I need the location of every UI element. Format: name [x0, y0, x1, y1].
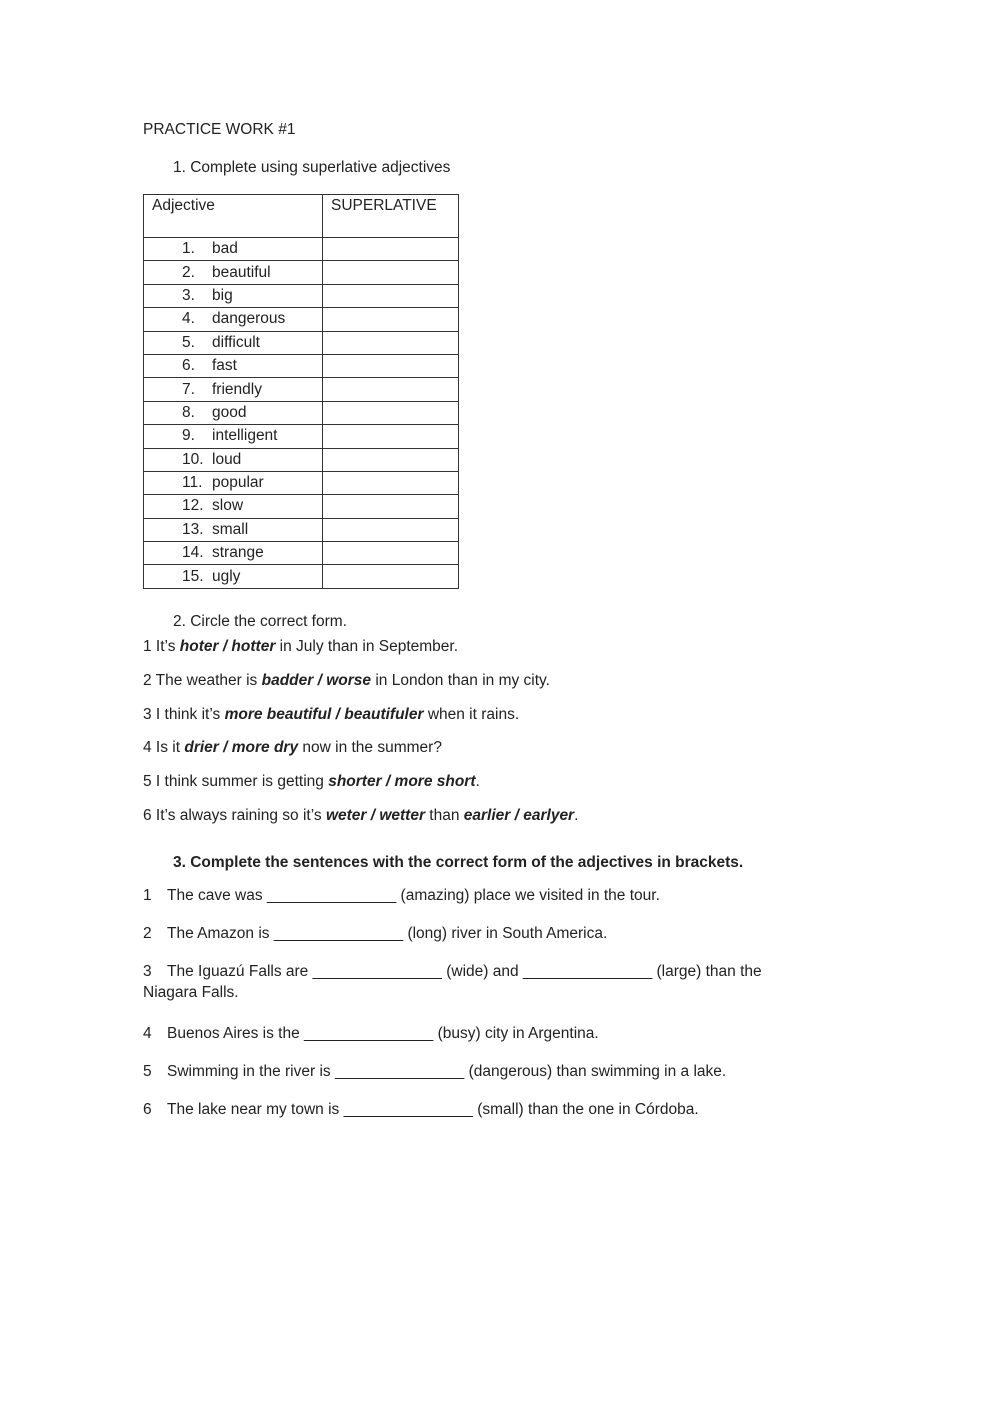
fill-sentence: [143, 963, 762, 1005]
superlative-answer-cell[interactable]: [323, 565, 459, 588]
row-number: 10.: [182, 450, 204, 468]
adjective-text: fast: [212, 357, 237, 375]
sentence-text: (long) river in South America.: [403, 925, 608, 942]
adjective-text: slow: [212, 497, 244, 515]
sentence-text: 5 I think summer is getting: [143, 773, 329, 790]
adjective-text: loud: [212, 450, 242, 468]
answer-blank[interactable]: _______________: [522, 963, 653, 980]
superlative-answer-cell[interactable]: [323, 261, 459, 284]
sentence-text: (amazing) place we visited in the tour.: [396, 887, 660, 904]
answer-blank[interactable]: _______________: [273, 925, 404, 942]
adjective-text: difficult: [212, 333, 260, 351]
row-number: 12.: [182, 497, 204, 515]
circle-sentence: [143, 638, 458, 656]
answer-blank[interactable]: _______________: [343, 1101, 473, 1118]
section1-heading: 1. Complete using superlative adjectives: [173, 159, 451, 176]
adjective-cell: [144, 471, 323, 494]
superlative-answer-cell[interactable]: [323, 448, 459, 471]
fill-sentence: [143, 925, 607, 943]
answer-blank[interactable]: _______________: [334, 1063, 465, 1080]
adjective-cell: [144, 542, 323, 565]
table-row: [144, 565, 459, 588]
adjective-header: Adjective: [144, 195, 323, 238]
adjective-text: bad: [212, 240, 238, 258]
choice-options[interactable]: shorter / more short: [328, 773, 476, 790]
table-row: [144, 425, 459, 448]
table-row: [144, 238, 459, 261]
table-header-row: [144, 195, 459, 238]
row-number: 5.: [182, 333, 195, 351]
adjective-cell: [144, 565, 323, 588]
adjective-cell: [144, 238, 323, 261]
adjective-text: small: [212, 520, 249, 538]
answer-blank[interactable]: _______________: [304, 1025, 434, 1042]
superlative-header: SUPERLATIVE: [323, 195, 459, 238]
row-number: 13.: [182, 520, 204, 538]
sentence-number: 2: [143, 925, 152, 942]
sentence-text: .: [475, 773, 480, 790]
superlative-answer-cell[interactable]: [323, 425, 459, 448]
adjective-cell: [144, 378, 323, 401]
row-number: 1.: [182, 240, 195, 258]
choice-options[interactable]: badder / worse: [261, 672, 372, 689]
superlative-answer-cell[interactable]: [323, 238, 459, 261]
row-number: 9.: [182, 427, 195, 445]
row-number: 6.: [182, 357, 195, 375]
page-title: PRACTICE WORK #1: [143, 121, 296, 138]
sentence-text: (large) than the: [652, 963, 762, 980]
sentence-number: 6: [143, 1101, 152, 1118]
sentence-text: in July than in September.: [275, 638, 459, 655]
superlative-answer-cell[interactable]: [323, 331, 459, 354]
table-row: [144, 331, 459, 354]
adjective-text: strange: [212, 544, 264, 562]
circle-sentence: [143, 739, 442, 757]
choice-options[interactable]: hoter / hotter: [179, 638, 276, 655]
sentence-continuation: Niagara Falls.: [143, 984, 239, 1001]
sentence-text: in London than in my city.: [371, 672, 550, 689]
adjective-cell: [144, 495, 323, 518]
sentence-number: 4: [143, 1025, 152, 1042]
table-row: [144, 308, 459, 331]
row-number: 11.: [182, 474, 203, 492]
sentence-number: 5: [143, 1063, 152, 1080]
sentence-text: 1 It’s: [143, 638, 180, 655]
sentence-text: when it rains.: [423, 706, 520, 723]
table-row: [144, 284, 459, 307]
sentence-text: (dangerous) than swimming in a lake.: [464, 1063, 727, 1080]
row-number: 8.: [182, 403, 195, 421]
sentence-text: (wide) and: [441, 963, 523, 980]
sentence-text: than: [425, 807, 464, 824]
adjective-text: dangerous: [212, 310, 286, 328]
superlative-answer-cell[interactable]: [323, 308, 459, 331]
table-row: [144, 378, 459, 401]
sentence-text: 2 The weather is: [143, 672, 262, 689]
superlative-answer-cell[interactable]: [323, 542, 459, 565]
adjective-cell: [144, 425, 323, 448]
row-number: 7.: [182, 380, 195, 398]
row-number: 3.: [182, 286, 195, 304]
adjective-cell: [144, 331, 323, 354]
adjective-text: ugly: [212, 567, 241, 585]
fill-sentence: [143, 887, 660, 905]
sentence-text: The Iguazú Falls are: [167, 963, 313, 980]
table-row: [144, 261, 459, 284]
sentence-text: (busy) city in Argentina.: [433, 1025, 599, 1042]
sentence-text: (small) than the one in Córdoba.: [472, 1101, 699, 1118]
superlative-answer-cell[interactable]: [323, 401, 459, 424]
superlative-answer-cell[interactable]: [323, 354, 459, 377]
adjective-cell: [144, 308, 323, 331]
choice-options[interactable]: weter / wetter: [325, 807, 425, 824]
sentence-text: The cave was: [167, 887, 267, 904]
superlative-table: [143, 194, 459, 589]
adjective-cell: [144, 518, 323, 541]
adjective-text: friendly: [212, 380, 262, 398]
table-row: [144, 542, 459, 565]
adjective-text: beautiful: [212, 263, 271, 281]
table-row: [144, 448, 459, 471]
fill-sentence: [143, 1063, 726, 1081]
sentence-number: 3: [143, 963, 152, 980]
adjective-cell: [144, 284, 323, 307]
circle-sentence: [143, 773, 480, 791]
adjective-cell: [144, 401, 323, 424]
superlative-answer-cell[interactable]: [323, 495, 459, 518]
adjective-text: intelligent: [212, 427, 278, 445]
sentence-text: The Amazon is: [167, 925, 274, 942]
adjective-text: good: [212, 403, 247, 421]
sentence-text: .: [574, 807, 579, 824]
adjective-cell: [144, 354, 323, 377]
sentence-number: 1: [143, 887, 152, 904]
answer-blank[interactable]: _______________: [266, 887, 397, 904]
superlative-answer-cell[interactable]: [323, 518, 459, 541]
circle-sentence: [143, 706, 519, 724]
answer-blank[interactable]: _______________: [312, 963, 442, 980]
row-number: 14.: [182, 544, 204, 562]
adjective-text: big: [212, 286, 233, 304]
choice-options[interactable]: drier / more dry: [184, 739, 299, 756]
fill-sentence: [143, 1101, 699, 1119]
superlative-answer-cell[interactable]: [323, 284, 459, 307]
circle-sentence: [143, 672, 550, 690]
sentence-text: 4 Is it: [143, 739, 185, 756]
adjective-text: popular: [212, 474, 264, 492]
sentence-text: Buenos Aires is the: [167, 1025, 304, 1042]
choice-options[interactable]: earlier / earlyer: [463, 807, 575, 824]
table-row: [144, 401, 459, 424]
table-row: [144, 495, 459, 518]
table-row: [144, 354, 459, 377]
row-number: 4.: [182, 310, 195, 328]
section2-heading: 2. Circle the correct form.: [173, 613, 347, 630]
sentence-text: now in the summer?: [298, 739, 442, 756]
row-number: 15.: [182, 567, 204, 585]
sentence-text: Swimming in the river is: [167, 1063, 335, 1080]
choice-options[interactable]: more beautiful / beautifuler: [224, 706, 424, 723]
adjective-cell: [144, 448, 323, 471]
fill-sentence: [143, 1025, 599, 1043]
sentence-text: 3 I think it’s: [143, 706, 225, 723]
section3-heading: 3. Complete the sentences with the correct form of the adjectives in brackets.: [173, 854, 744, 871]
adjective-cell: [144, 261, 323, 284]
circle-sentence: [143, 807, 578, 825]
table-row: [144, 471, 459, 494]
superlative-answer-cell[interactable]: [323, 471, 459, 494]
sentence-text: 6 It’s always raining so it’s: [143, 807, 326, 824]
sentence-text: The lake near my town is: [167, 1101, 344, 1118]
table-row: [144, 518, 459, 541]
row-number: 2.: [182, 263, 195, 281]
superlative-answer-cell[interactable]: [323, 378, 459, 401]
